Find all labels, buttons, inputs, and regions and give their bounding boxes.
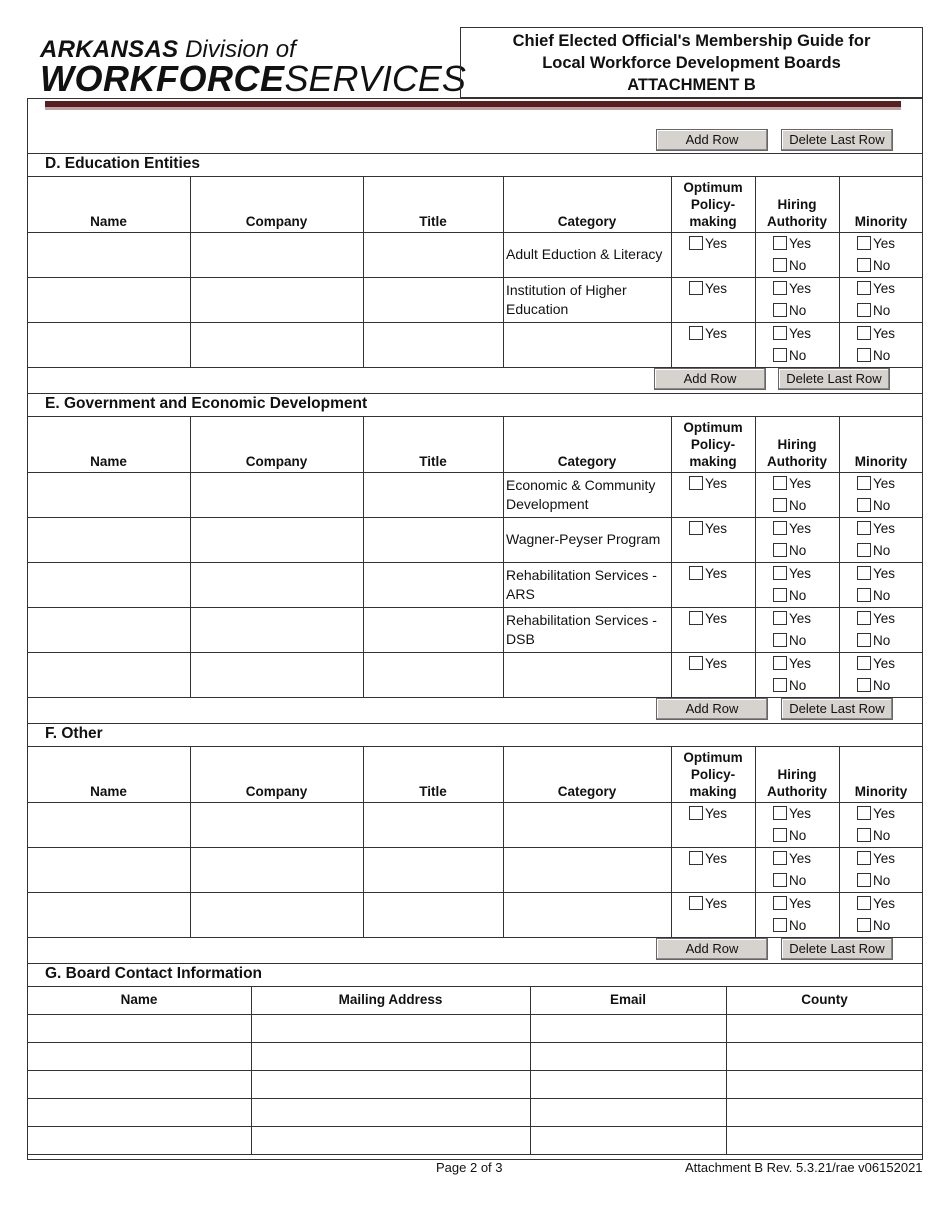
column-header-making: making — [689, 454, 737, 469]
category-cell: Wagner-Peyser Program — [506, 531, 661, 547]
checkbox-label: Yes — [873, 565, 896, 581]
optimum-policy-yes-checkbox[interactable] — [689, 610, 727, 626]
checkbox-box[interactable] — [857, 521, 871, 535]
logo-workforce: WORKFORCE — [40, 58, 285, 99]
logo-services: SERVICES — [284, 58, 466, 99]
checkbox-label: Yes — [705, 850, 728, 866]
checkbox-label: No — [873, 587, 891, 603]
checkbox-label: No — [873, 632, 891, 648]
checkbox-box[interactable] — [857, 873, 871, 887]
checkbox-label: Yes — [789, 520, 812, 536]
row-rule — [27, 562, 923, 563]
checkbox-box[interactable] — [689, 566, 703, 580]
hiring-authority-yes-checkbox[interactable] — [773, 850, 811, 866]
checkbox-box[interactable] — [857, 611, 871, 625]
column-rule — [671, 416, 672, 697]
row-rule — [27, 607, 923, 608]
checkbox-label: Yes — [705, 805, 728, 821]
checkbox-box[interactable] — [857, 566, 871, 580]
add-row-button[interactable]: Add Row — [656, 938, 768, 960]
checkbox-box[interactable] — [773, 656, 787, 670]
document-title-box — [460, 27, 923, 98]
minority-yes-checkbox[interactable] — [857, 475, 895, 491]
agency-logo-line2 — [40, 59, 466, 99]
section-rule — [27, 176, 923, 177]
column-rule — [839, 746, 840, 937]
section-rule — [27, 153, 923, 154]
hiring-authority-no-checkbox[interactable] — [773, 872, 806, 888]
checkbox-label: Yes — [873, 520, 896, 536]
column-header-policy: Policy- — [690, 767, 736, 782]
checkbox-label: Yes — [705, 235, 728, 251]
checkbox-box[interactable] — [689, 476, 703, 490]
checkbox-label: Yes — [789, 655, 812, 671]
delete-last-row-button[interactable]: Delete Last Row — [781, 129, 893, 151]
checkbox-label: No — [789, 587, 807, 603]
checkbox-box[interactable] — [773, 326, 787, 340]
header-rule — [27, 802, 923, 803]
minority-yes-checkbox[interactable] — [857, 610, 895, 626]
minority-yes-checkbox[interactable] — [857, 805, 895, 821]
minority-yes-checkbox[interactable] — [857, 520, 895, 536]
checkbox-label: No — [873, 917, 891, 933]
checkbox-box[interactable] — [773, 476, 787, 490]
minority-yes-checkbox[interactable] — [857, 325, 895, 341]
column-rule — [503, 176, 504, 367]
header-rule — [27, 232, 923, 233]
hiring-authority-no-checkbox[interactable] — [773, 917, 806, 933]
column-header-hiring: Hiring — [777, 767, 817, 782]
minority-no-checkbox[interactable] — [857, 497, 890, 513]
attachment-label: ATTACHMENT B — [627, 76, 756, 94]
checkbox-box[interactable] — [857, 633, 871, 647]
row-rule — [27, 1070, 923, 1071]
checkbox-box[interactable] — [773, 543, 787, 557]
column-header-hiring: Hiring — [777, 437, 817, 452]
section-rule — [27, 393, 923, 394]
column-header-company: Company — [245, 454, 308, 469]
checkbox-box[interactable] — [857, 588, 871, 602]
header-divider-shadow — [45, 107, 901, 110]
column-rule — [363, 416, 364, 697]
optimum-policy-yes-checkbox[interactable] — [689, 895, 727, 911]
checkbox-label: No — [873, 872, 891, 888]
checkbox-label: Yes — [789, 895, 812, 911]
checkbox-box[interactable] — [857, 236, 871, 250]
category-cell — [506, 654, 669, 695]
contact-header-name: Name — [120, 992, 158, 1007]
checkbox-box[interactable] — [773, 566, 787, 580]
minority-no-checkbox[interactable] — [857, 827, 890, 843]
checkbox-box[interactable] — [773, 918, 787, 932]
checkbox-box[interactable] — [857, 498, 871, 512]
checkbox-label: Yes — [789, 850, 812, 866]
checkbox-label: Yes — [873, 895, 896, 911]
row-rule — [27, 892, 923, 893]
checkbox-label: Yes — [789, 325, 812, 341]
column-rule — [726, 986, 727, 1154]
row-rule — [27, 517, 923, 518]
checkbox-box[interactable] — [773, 611, 787, 625]
checkbox-box[interactable] — [773, 281, 787, 295]
hiring-authority-yes-checkbox[interactable] — [773, 235, 811, 251]
row-rule — [27, 1042, 923, 1043]
category-cell — [506, 324, 669, 365]
checkbox-box[interactable] — [689, 656, 703, 670]
checkbox-box[interactable] — [857, 828, 871, 842]
section-e-title: E. Government and Economic Development — [45, 395, 368, 412]
column-rule — [190, 746, 191, 937]
header-rule — [27, 1014, 923, 1015]
minority-no-checkbox[interactable] — [857, 632, 890, 648]
checkbox-label: Yes — [873, 805, 896, 821]
checkbox-label: Yes — [789, 805, 812, 821]
column-header-authority: Authority — [767, 454, 827, 469]
checkbox-label: Yes — [789, 235, 812, 251]
column-header-optimum: Optimum — [683, 180, 743, 195]
checkbox-box[interactable] — [857, 656, 871, 670]
column-header-authority: Authority — [767, 784, 827, 799]
category-cell: Economic & Community Development — [506, 476, 656, 512]
column-header-policy: Policy- — [690, 197, 736, 212]
checkbox-box[interactable] — [689, 326, 703, 340]
checkbox-label: No — [789, 497, 807, 513]
section-rule — [27, 986, 923, 987]
revision-note: Attachment B Rev. 5.3.21/rae v06152021 — [685, 1160, 923, 1175]
checkbox-label: Yes — [705, 655, 728, 671]
column-rule — [755, 416, 756, 697]
minority-yes-checkbox[interactable] — [857, 565, 895, 581]
checkbox-box[interactable] — [857, 348, 871, 362]
checkbox-box[interactable] — [773, 806, 787, 820]
hiring-authority-yes-checkbox[interactable] — [773, 805, 811, 821]
column-header-title: Title — [419, 454, 447, 469]
add-row-button[interactable]: Add Row — [654, 368, 766, 390]
column-header-making: making — [689, 784, 737, 799]
optimum-policy-yes-checkbox[interactable] — [689, 655, 727, 671]
minority-no-checkbox[interactable] — [857, 872, 890, 888]
page-number: Page 2 of 3 — [436, 1160, 503, 1175]
hiring-authority-yes-checkbox[interactable] — [773, 520, 811, 536]
category-cell — [506, 804, 669, 845]
document-title-line1: Chief Elected Official's Membership Guide for — [512, 32, 871, 50]
hiring-authority-no-checkbox[interactable] — [773, 302, 806, 318]
category-cell — [506, 849, 669, 890]
hiring-authority-no-checkbox[interactable] — [773, 347, 806, 363]
checkbox-box[interactable] — [773, 348, 787, 362]
section-rule — [27, 746, 923, 747]
checkbox-box[interactable] — [773, 258, 787, 272]
checkbox-box[interactable] — [857, 806, 871, 820]
hiring-authority-yes-checkbox[interactable] — [773, 610, 811, 626]
minority-yes-checkbox[interactable] — [857, 280, 895, 296]
checkbox-box[interactable] — [773, 633, 787, 647]
contact-header-county: County — [801, 992, 848, 1007]
minority-yes-checkbox[interactable] — [857, 895, 895, 911]
hiring-authority-yes-checkbox[interactable] — [773, 565, 811, 581]
checkbox-label: No — [789, 632, 807, 648]
checkbox-label: No — [873, 542, 891, 558]
column-header-title: Title — [419, 214, 447, 229]
minority-yes-checkbox[interactable] — [857, 655, 895, 671]
column-header-company: Company — [245, 214, 308, 229]
header-rule — [27, 472, 923, 473]
section-d-title: D. Education Entities — [45, 155, 201, 172]
minority-no-checkbox[interactable] — [857, 542, 890, 558]
column-header-minority: Minority — [854, 454, 908, 469]
column-rule — [755, 746, 756, 937]
category-cell — [506, 894, 669, 935]
checkbox-label: Yes — [873, 325, 896, 341]
checkbox-box[interactable] — [689, 806, 703, 820]
column-header-hiring: Hiring — [777, 197, 817, 212]
hiring-authority-no-checkbox[interactable] — [773, 257, 806, 273]
optimum-policy-yes-checkbox[interactable] — [689, 280, 727, 296]
row-rule — [27, 1126, 923, 1127]
optimum-policy-yes-checkbox[interactable] — [689, 520, 727, 536]
checkbox-box[interactable] — [857, 476, 871, 490]
minority-yes-checkbox[interactable] — [857, 850, 895, 866]
logo-division: Division of — [185, 36, 296, 63]
checkbox-box[interactable] — [857, 281, 871, 295]
optimum-policy-yes-checkbox[interactable] — [689, 565, 727, 581]
minority-no-checkbox[interactable] — [857, 347, 890, 363]
column-header-category: Category — [557, 784, 617, 799]
column-rule — [251, 986, 252, 1154]
checkbox-box[interactable] — [857, 303, 871, 317]
hiring-authority-yes-checkbox[interactable] — [773, 325, 811, 341]
checkbox-box[interactable] — [773, 873, 787, 887]
optimum-policy-yes-checkbox[interactable] — [689, 850, 727, 866]
checkbox-box[interactable] — [857, 326, 871, 340]
checkbox-label: Yes — [705, 520, 728, 536]
checkbox-label: Yes — [789, 565, 812, 581]
column-rule — [671, 176, 672, 367]
column-header-authority: Authority — [767, 214, 827, 229]
checkbox-label: Yes — [873, 850, 896, 866]
checkbox-box[interactable] — [773, 521, 787, 535]
checkbox-label: No — [873, 497, 891, 513]
section-g-title: G. Board Contact Information — [45, 965, 262, 982]
row-rule — [27, 847, 923, 848]
checkbox-label: No — [789, 257, 807, 273]
checkbox-label: Yes — [873, 475, 896, 491]
column-header-optimum: Optimum — [683, 420, 743, 435]
checkbox-label: No — [789, 872, 807, 888]
checkbox-box[interactable] — [857, 918, 871, 932]
minority-no-checkbox[interactable] — [857, 587, 890, 603]
checkbox-box[interactable] — [857, 896, 871, 910]
column-header-name: Name — [90, 784, 127, 799]
column-rule — [190, 176, 191, 367]
category-cell: Rehabilitation Services - DSB — [506, 611, 657, 647]
checkbox-box[interactable] — [689, 236, 703, 250]
hiring-authority-no-checkbox[interactable] — [773, 632, 806, 648]
checkbox-label: Yes — [789, 610, 812, 626]
checkbox-label: Yes — [789, 280, 812, 296]
checkbox-box[interactable] — [773, 498, 787, 512]
hiring-authority-yes-checkbox[interactable] — [773, 895, 811, 911]
checkbox-box[interactable] — [773, 236, 787, 250]
checkbox-box[interactable] — [857, 851, 871, 865]
category-cell: Adult Eduction & Literacy — [506, 246, 663, 262]
row-rule — [27, 652, 923, 653]
column-rule — [363, 746, 364, 937]
contact-header-email: Email — [609, 992, 647, 1007]
checkbox-label: No — [873, 827, 891, 843]
row-rule — [27, 322, 923, 323]
hiring-authority-yes-checkbox[interactable] — [773, 655, 811, 671]
row-rule — [27, 1098, 923, 1099]
section-f-title: F. Other — [45, 725, 103, 742]
column-rule — [671, 746, 672, 937]
optimum-policy-yes-checkbox[interactable] — [689, 475, 727, 491]
checkbox-box[interactable] — [773, 851, 787, 865]
checkbox-label: No — [873, 302, 891, 318]
column-rule — [839, 176, 840, 367]
delete-last-row-button[interactable]: Delete Last Row — [778, 368, 890, 390]
checkbox-box[interactable] — [773, 588, 787, 602]
checkbox-label: Yes — [705, 895, 728, 911]
checkbox-label: No — [873, 257, 891, 273]
checkbox-label: Yes — [705, 475, 728, 491]
checkbox-label: Yes — [873, 655, 896, 671]
checkbox-label: Yes — [705, 280, 728, 296]
delete-last-row-button[interactable]: Delete Last Row — [781, 938, 893, 960]
row-rule — [27, 1154, 923, 1155]
column-rule — [503, 416, 504, 697]
checkbox-box[interactable] — [773, 828, 787, 842]
checkbox-label: Yes — [873, 610, 896, 626]
checkbox-label: No — [789, 347, 807, 363]
category-cell: Rehabilitation Services - ARS — [506, 566, 657, 602]
add-row-button[interactable]: Add Row — [656, 698, 768, 720]
column-rule — [755, 176, 756, 367]
column-rule — [363, 176, 364, 367]
checkbox-box[interactable] — [689, 851, 703, 865]
checkbox-box[interactable] — [857, 678, 871, 692]
checkbox-box[interactable] — [857, 543, 871, 557]
logo-arkansas: ARKANSAS — [40, 36, 179, 63]
hiring-authority-no-checkbox[interactable] — [773, 542, 806, 558]
minority-no-checkbox[interactable] — [857, 257, 890, 273]
checkbox-label: No — [789, 302, 807, 318]
column-header-minority: Minority — [854, 214, 908, 229]
delete-last-row-button[interactable]: Delete Last Row — [781, 698, 893, 720]
checkbox-box[interactable] — [773, 678, 787, 692]
checkbox-box[interactable] — [857, 258, 871, 272]
checkbox-label: No — [789, 917, 807, 933]
checkbox-label: Yes — [705, 325, 728, 341]
checkbox-label: Yes — [873, 280, 896, 296]
document-title-line2: Local Workforce Development Boards — [542, 54, 841, 72]
minority-no-checkbox[interactable] — [857, 677, 890, 693]
checkbox-box[interactable] — [773, 896, 787, 910]
column-header-company: Company — [245, 784, 308, 799]
column-header-category: Category — [557, 214, 617, 229]
column-rule — [839, 416, 840, 697]
column-header-name: Name — [90, 454, 127, 469]
checkbox-label: No — [789, 542, 807, 558]
column-header-policy: Policy- — [690, 437, 736, 452]
minority-no-checkbox[interactable] — [857, 917, 890, 933]
column-header-making: making — [689, 214, 737, 229]
row-rule — [27, 277, 923, 278]
optimum-policy-yes-checkbox[interactable] — [689, 235, 727, 251]
hiring-authority-no-checkbox[interactable] — [773, 827, 806, 843]
hiring-authority-yes-checkbox[interactable] — [773, 475, 811, 491]
column-header-title: Title — [419, 784, 447, 799]
checkbox-box[interactable] — [689, 281, 703, 295]
column-header-category: Category — [557, 454, 617, 469]
minority-no-checkbox[interactable] — [857, 302, 890, 318]
hiring-authority-yes-checkbox[interactable] — [773, 280, 811, 296]
checkbox-box[interactable] — [689, 896, 703, 910]
checkbox-label: Yes — [873, 235, 896, 251]
checkbox-label: No — [789, 677, 807, 693]
column-rule — [530, 986, 531, 1154]
hiring-authority-no-checkbox[interactable] — [773, 677, 806, 693]
optimum-policy-yes-checkbox[interactable] — [689, 805, 727, 821]
checkbox-box[interactable] — [773, 303, 787, 317]
add-row-button[interactable]: Add Row — [656, 129, 768, 151]
checkbox-box[interactable] — [689, 521, 703, 535]
column-header-minority: Minority — [854, 784, 908, 799]
section-rule — [27, 963, 923, 964]
column-rule — [190, 416, 191, 697]
section-rule — [27, 416, 923, 417]
minority-yes-checkbox[interactable] — [857, 235, 895, 251]
checkbox-label: No — [873, 347, 891, 363]
hiring-authority-no-checkbox[interactable] — [773, 497, 806, 513]
column-header-name: Name — [90, 214, 127, 229]
checkbox-label: No — [789, 827, 807, 843]
hiring-authority-no-checkbox[interactable] — [773, 587, 806, 603]
checkbox-label: No — [873, 677, 891, 693]
optimum-policy-yes-checkbox[interactable] — [689, 325, 727, 341]
checkbox-label: Yes — [705, 610, 728, 626]
contact-header-mailing-address: Mailing Address — [338, 992, 443, 1007]
section-rule — [27, 723, 923, 724]
column-rule — [503, 746, 504, 937]
checkbox-box[interactable] — [689, 611, 703, 625]
checkbox-label: Yes — [789, 475, 812, 491]
checkbox-label: Yes — [705, 565, 728, 581]
column-header-optimum: Optimum — [683, 750, 743, 765]
category-cell: Institution of Higher Education — [506, 281, 627, 317]
